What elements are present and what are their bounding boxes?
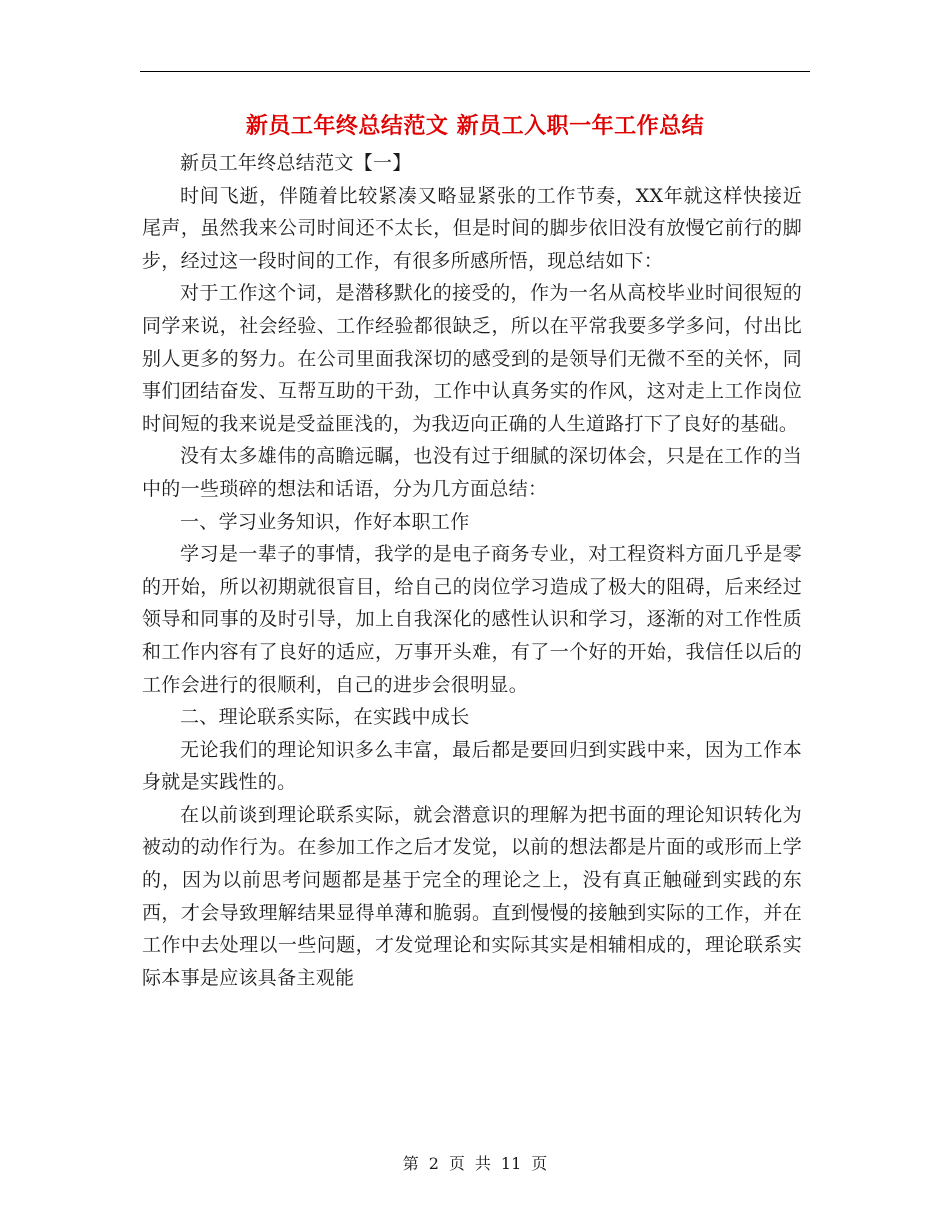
paragraph: 无论我们的理论知识多么丰富，最后都是要回归到实践中来，因为工作本身就是实践性的。 — [142, 738, 802, 794]
paragraph: 时间飞逝，伴随着比较紧凑又略显紧张的工作节奏，XX年就这样快接近尾声，虽然我来公司时间还不太长，但是时间的脚步依旧没有放慢它前行的脚步，经过这一段时间的工作，有很多所感所悟，现总结如下： — [142, 184, 802, 272]
section-heading: 新员工年终总结范文【一】 — [180, 152, 412, 174]
paragraph: 在以前谈到理论联系实际，就会潜意识的理解为把书面的理论知识转化为被动的动作行为。在参加工作之后才发觉，以前的想法都是片面的或形而上学的，因为以前思考问题都是基于完全的理论之上，没有真正触碰到实践的东西，才会导致理解结果显得单薄和脆弱。直到慢慢的接触到实际的工作，并在工作中去处理以一些问题，才发觉理论和实际其实是相辅相成的，理论联系实际本事是应该具备主观能 — [142, 803, 802, 989]
header-rule — [140, 71, 810, 72]
paragraph: 对于工作这个词，是潜移默化的接受的，作为一名从高校毕业时间很短的同学来说，社会经验、工作经验都很缺乏，所以在平常我要多学多问，付出比别人更多的努力。在公司里面我深切的感受到的是领导们无微不至的关怀，同事们团结奋发、互帮互助的干劲，工作中认真务实的作风，这对走上工作岗位时间短的我来说是受益匪浅的，为我迈向正确的人生道路打下了良好的基础。 — [142, 282, 802, 435]
total-pages-number: 11 — [500, 1154, 522, 1173]
paragraph: 没有太多雄伟的高瞻远瞩，也没有过于细腻的深切体会，只是在工作的当中的一些琐碎的想法和话语，分为几方面总结： — [142, 445, 802, 500]
paragraph: 学习是一辈子的事情，我学的是电子商务专业，对工程资料方面几乎是零的开始，所以初期就很盲目，给自己的岗位学习造成了极大的阻碍，后来经过领导和同事的及时引导，加上自我深化的感性认识和学习，逐渐的对工作性质和工作内容有了良好的适应，万事开头难，有了一个好的开始，我信任以后的工作会进行的很顺利，自己的进步会很明显。 — [142, 543, 802, 696]
footer-label-total-unit: 页 — [531, 1154, 548, 1173]
document-title: 新员工年终总结范文 新员工入职一年工作总结 — [245, 113, 705, 139]
current-page-number: 2 — [428, 1154, 439, 1173]
subsection-heading: 二、理论联系实际，在实践中成长 — [180, 706, 470, 729]
footer-label-page: 第 — [402, 1154, 419, 1173]
subsection-heading: 一、学习业务知识，作好本职工作 — [180, 510, 470, 533]
document-body — [142, 147, 802, 994]
footer-label-total: 共 — [474, 1154, 491, 1173]
page-footer — [0, 1152, 950, 1176]
footer-label-page-unit: 页 — [448, 1154, 465, 1173]
